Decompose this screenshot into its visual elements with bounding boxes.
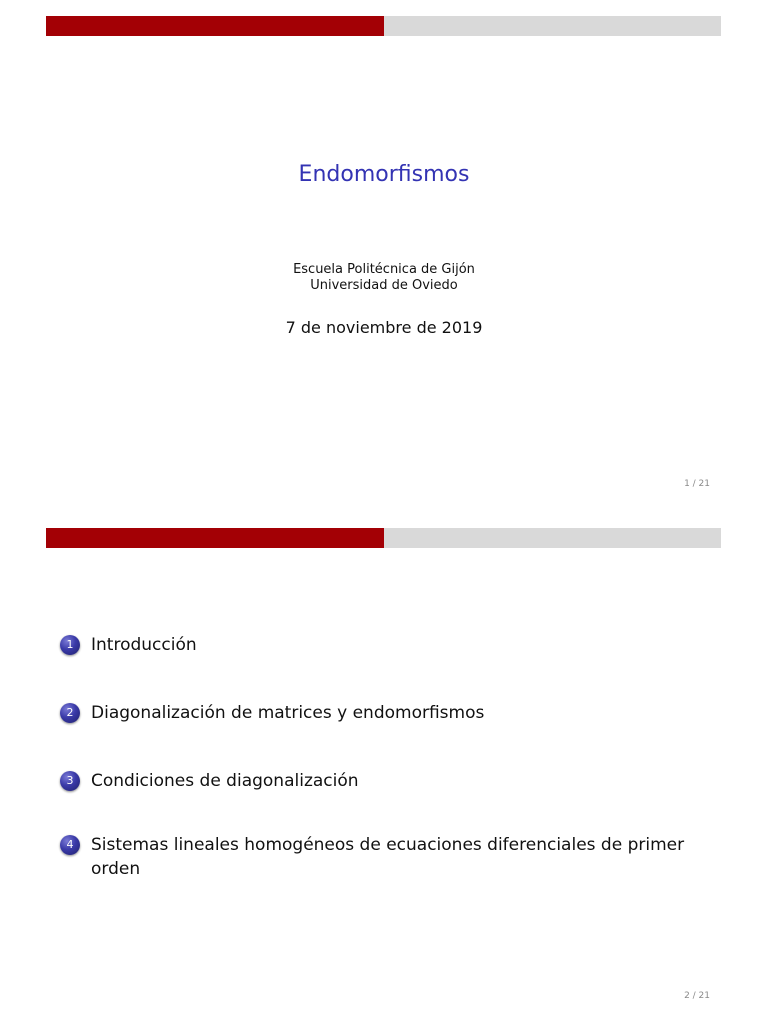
outline-slide xyxy=(0,512,768,1024)
presentation-title: Endomorfismos xyxy=(298,162,470,187)
toc-item-label: Sistemas lineales homogéneos de ecuaciones diferenciales de primer orden xyxy=(91,835,685,879)
institute-line-1: Escuela Politécnica de Gijón xyxy=(293,262,475,277)
presentation-date: 7 de noviembre de 2019 xyxy=(285,318,483,337)
institute xyxy=(0,262,768,294)
toc-number-bullet: 2 xyxy=(60,703,80,723)
toc-item-diagonalizacion[interactable] xyxy=(60,701,700,725)
toc-item-label: Introducción xyxy=(91,635,197,655)
progress-fill xyxy=(46,528,384,548)
progress-bar xyxy=(46,16,721,36)
toc-item-condiciones[interactable] xyxy=(60,769,700,793)
toc-number-bullet: 4 xyxy=(60,835,80,855)
progress-fill xyxy=(46,16,384,36)
toc-item-label: Condiciones de diagonalización xyxy=(91,771,359,791)
toc-item-introduccion[interactable] xyxy=(60,633,700,657)
toc-item-label: Diagonalización de matrices y endomorfismos xyxy=(91,703,485,723)
institute-line-2: Universidad de Oviedo xyxy=(310,278,458,293)
page-number: 2 / 21 xyxy=(684,991,710,1001)
toc-number-bullet: 1 xyxy=(60,635,80,655)
progress-bar xyxy=(46,528,721,548)
toc-number-bullet: 3 xyxy=(60,771,80,791)
toc-item-sistemas-lineales[interactable] xyxy=(60,833,700,881)
page-number: 1 / 21 xyxy=(684,479,710,489)
